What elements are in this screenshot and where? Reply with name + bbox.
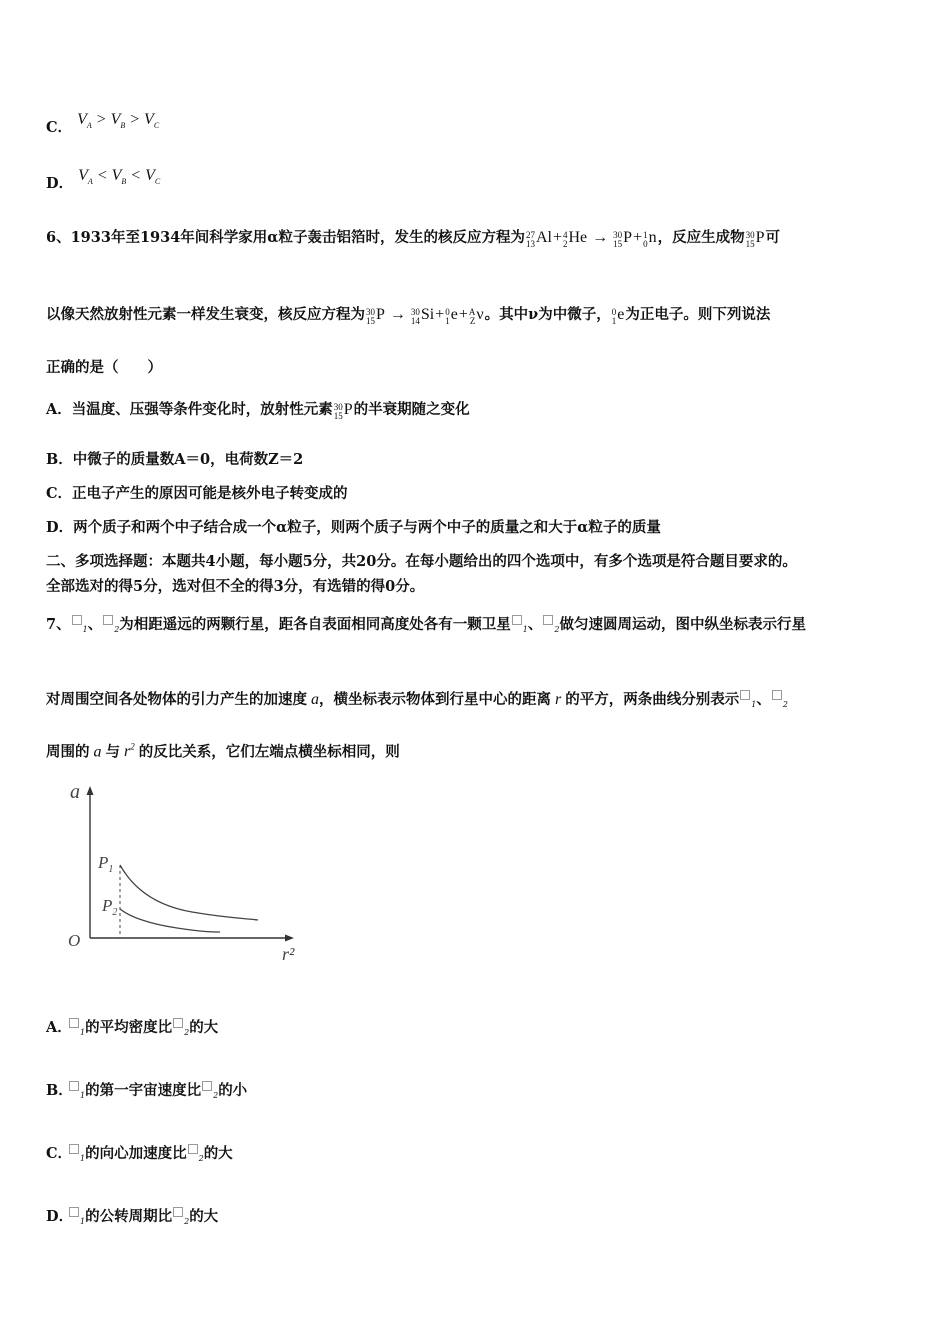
q6-text: 为正电子。则下列说法	[625, 306, 771, 323]
option-label: D．	[46, 1208, 74, 1225]
origin-label: O	[68, 931, 81, 950]
option-label: C．	[46, 119, 73, 136]
q6-text: 可	[765, 229, 780, 246]
q6-stem-line2	[46, 305, 770, 326]
q6-text: 。其中ν为中微子，	[484, 306, 611, 323]
q6-text: 6、1933年至1934年间科学家用α粒子轰击铝箔时，发生的核反应方程为	[46, 229, 525, 246]
q7-text: 的平方，两条曲线分别表示	[565, 691, 740, 708]
missing-image-icon	[103, 615, 113, 625]
option-text: 的半衰期随之变化	[353, 401, 470, 418]
option-text: 当温度、压强等条件变化时，放射性元素	[71, 401, 333, 418]
option-text: 的公转周期比	[85, 1208, 173, 1225]
symbol-a: a	[307, 691, 319, 708]
q6-option-c[interactable]: C．正电子产生的原因可能是核外电子转变成的	[46, 485, 348, 502]
option-label: D．	[46, 175, 74, 192]
q7-text: 7、	[46, 616, 71, 633]
y-axis-arrow	[87, 786, 94, 795]
option-text: 的大	[189, 1019, 219, 1036]
y-axis-label: a	[70, 781, 80, 803]
missing-image-icon	[740, 690, 750, 700]
option-text: 的第一宇宙速度比	[85, 1082, 202, 1099]
q7-text: 对周围空间各处物体的引力产生的加速度	[46, 691, 307, 708]
curve-p1	[120, 865, 258, 920]
missing-image-icon	[72, 615, 82, 625]
option-text: 的大	[203, 1145, 233, 1162]
q7-option-b[interactable]: B． $_1$的第一宇宙速度比 $_2$的小	[46, 1082, 248, 1100]
curve-p2	[120, 909, 220, 932]
option-text: 的平均密度比	[85, 1019, 173, 1036]
q5-option-d[interactable]	[46, 166, 160, 194]
q7-text: 周围的	[46, 743, 90, 761]
section2-instruction-line1: 二、多项选择题：本题共4小题，每小题5分，共20分。在每小题给出的四个选项中，有多个选项是符合题目要求的。	[46, 553, 797, 570]
q7-stem-line3	[46, 737, 400, 762]
option-text: 的向心加速度比	[85, 1145, 187, 1162]
q7-option-a[interactable]: A． $_1$的平均密度比 $_2$的大	[46, 1019, 219, 1037]
missing-image-icon	[69, 1144, 79, 1154]
option-label: B．	[46, 1082, 73, 1099]
option-expression: $V_A > V_B > V_C$	[77, 111, 160, 131]
missing-image-icon	[772, 690, 782, 700]
symbol-r: r	[551, 691, 566, 708]
q7-text: 与	[105, 743, 120, 761]
q6-text: 以像天然放射性元素一样发生衰变，核反应方程为	[46, 306, 365, 323]
x-axis-label: r²	[282, 944, 295, 964]
option-label: A．	[46, 1019, 72, 1036]
q7-text: 为相距遥远的两颗行星，距各自表面相同高度处各有一颗卫星	[119, 616, 511, 633]
q7-stem-line1: 7、 $_1$、 $_2$为相距遥远的两颗行星，距各自表面相同高度处各有一颗卫星 $_1$、 $_2$做匀速圆周运动，图中纵坐标表示行星	[46, 616, 806, 634]
option-text: 的小	[218, 1082, 248, 1099]
phosphorus-30-nuclide: 30 15 P	[333, 401, 353, 421]
q7-text: 的反比关系，它们左端点横坐标相同，则	[138, 743, 400, 761]
positron-symbol: 0 1 e	[611, 306, 625, 326]
q7-stem-line2: 对周围空间各处物体的引力产生的加速度 a，横坐标表示物体到行星中心的距离 r 的平方，两条曲线分别表示 $_1$、 $_2$	[46, 691, 788, 709]
q6-text: ，反应生成物	[657, 229, 745, 246]
acceleration-vs-r-squared-graph	[62, 780, 312, 965]
missing-image-icon	[512, 615, 522, 625]
option-label: C．	[46, 1145, 73, 1162]
reaction-equation-1: 27 13 Al+ 4 2 He → 30 15 P+ 1 0 n	[525, 229, 657, 249]
option-text: 的大	[189, 1208, 219, 1225]
q6-stem-line3: 正确的是（ ）	[46, 359, 162, 376]
q6-option-b[interactable]: B．中微子的质量数A＝0，电荷数Z＝2	[46, 451, 304, 468]
option-label: A．	[46, 401, 72, 418]
reaction-equation-2: 30 15 P → 30 14 Si+ 0 1 e+ A Z ν	[366, 306, 484, 326]
q6-stem-line1	[46, 228, 780, 249]
missing-image-icon	[173, 1207, 183, 1217]
missing-image-icon	[69, 1207, 79, 1217]
section2-instruction-line2: 全部选对的得5分，选对但不全的得3分，有选错的得0分。	[46, 578, 425, 595]
q6-option-d[interactable]: D．两个质子和两个中子结合成一个α粒子，则两个质子与两个中子的质量之和大于α粒子的质量	[46, 519, 661, 536]
q6-option-a[interactable]	[46, 400, 470, 421]
missing-image-icon	[202, 1081, 212, 1091]
missing-image-icon	[69, 1081, 79, 1091]
label-p1: $P_1$	[98, 853, 114, 875]
x-axis-arrow	[285, 935, 294, 942]
q5-option-c[interactable]	[46, 110, 159, 138]
q7-text: ，横坐标表示物体到行星中心的距离	[319, 691, 551, 708]
symbol-a: a	[89, 743, 106, 761]
option-expression: $V_A < V_B < V_C$	[78, 167, 161, 187]
missing-image-icon	[173, 1018, 183, 1028]
symbol-r-squared: $r^2$	[120, 742, 135, 761]
phosphorus-30-nuclide: 30 15 P	[745, 229, 765, 249]
q7-option-d[interactable]: D． $_1$的公转周期比 $_2$的大	[46, 1208, 219, 1226]
missing-image-icon	[69, 1018, 79, 1028]
label-p2: $P_2$	[102, 896, 118, 918]
missing-image-icon	[188, 1144, 198, 1154]
q7-text: 做匀速圆周运动，图中纵坐标表示行星	[559, 616, 806, 633]
missing-image-icon	[543, 615, 553, 625]
q7-option-c[interactable]: C． $_1$的向心加速度比 $_2$的大	[46, 1145, 233, 1163]
